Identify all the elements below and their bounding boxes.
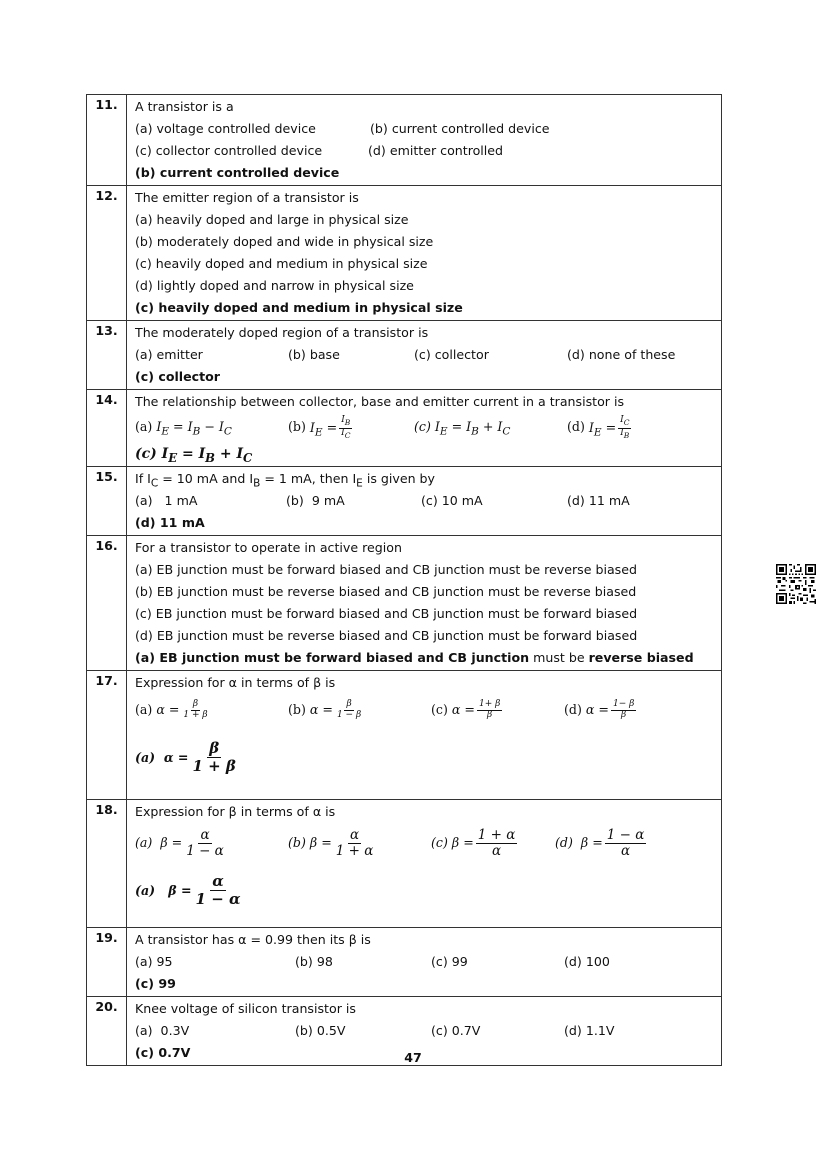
option-a: (a) $I_E = I_B - I_C$ bbox=[135, 418, 232, 438]
option: (c) collector bbox=[414, 347, 489, 362]
option: (d) lightly doped and narrow in physical size bbox=[135, 278, 414, 293]
answer: (a) β = $\frac{\alpha}{1 - \alpha}$ bbox=[135, 872, 241, 908]
question-row bbox=[87, 390, 722, 467]
option-b: (b) $I_E$ = $\frac{I_B}{I_C}$ bbox=[288, 415, 351, 440]
option-d: (d) β = $\frac{1 - \alpha}{\alpha}$ bbox=[555, 826, 645, 859]
answer: (b) current controlled device bbox=[135, 165, 340, 180]
option-b: (b) β = $\frac{\alpha}{1 + \alpha}$ bbox=[288, 826, 374, 859]
question-row bbox=[87, 186, 722, 321]
question-stem: The moderately doped region of a transistor is bbox=[135, 325, 429, 340]
option: (b) current controlled device bbox=[370, 121, 550, 136]
question-row bbox=[87, 671, 722, 800]
option: (b) 0.5V bbox=[295, 1023, 346, 1038]
option-d: (d) α = $\frac{1- \beta}{\beta}$ bbox=[564, 698, 635, 720]
option: (d) EB junction must be reverse biased and CB junction must be forward biased bbox=[135, 628, 638, 643]
option: (a) 95 bbox=[135, 954, 173, 969]
answer: (a) α = $\frac{\beta}{1 + \beta}$ bbox=[135, 739, 236, 775]
question-stem: Expression for β in terms of α is bbox=[135, 804, 336, 819]
option-c: (c) α = $\frac{1+ \beta}{\beta}$ bbox=[431, 698, 501, 720]
option: (a) EB junction must be forward biased and CB junction must be reverse biased bbox=[135, 562, 637, 577]
question-row bbox=[87, 95, 722, 186]
option-c: (c) β = $\frac{1 + \alpha}{\alpha}$ bbox=[431, 826, 516, 859]
question-number: 13. bbox=[87, 321, 127, 390]
question-number: 11. bbox=[87, 95, 127, 186]
option: (a) heavily doped and large in physical size bbox=[135, 212, 409, 227]
question-number: 12. bbox=[87, 186, 127, 321]
question-row bbox=[87, 467, 722, 536]
answer: (c) collector bbox=[135, 369, 221, 384]
question-stem: Expression for α in terms of β is bbox=[135, 675, 336, 690]
option: (a) emitter bbox=[135, 347, 203, 362]
question-number: 14. bbox=[87, 390, 127, 467]
option: (d) 11 mA bbox=[567, 493, 630, 508]
option: (d) none of these bbox=[567, 347, 676, 362]
question-number: 20. bbox=[87, 997, 127, 1066]
question-table bbox=[86, 94, 722, 1066]
option: (b) EB junction must be reverse biased and CB junction must be reverse biased bbox=[135, 584, 637, 599]
question-number: 17. bbox=[87, 671, 127, 800]
option: (b) 98 bbox=[295, 954, 333, 969]
question-stem: A transistor is a bbox=[135, 99, 234, 114]
answer: (a) EB junction must be forward biased and CB junction must be reverse biased bbox=[135, 650, 694, 665]
page-number: 47 bbox=[404, 1050, 422, 1065]
option: (a) 1 mA bbox=[135, 493, 198, 508]
option: (c) 0.7V bbox=[431, 1023, 481, 1038]
option: (c) heavily doped and medium in physical size bbox=[135, 256, 428, 271]
question-number: 16. bbox=[87, 536, 127, 671]
answer: (d) 11 mA bbox=[135, 515, 205, 530]
option-a: (a) α = $\frac{\beta}{1 + \beta}$ bbox=[135, 698, 208, 720]
option-c: (c) $I_E = I_B + I_C$ bbox=[414, 418, 511, 438]
question-stem: If $I_C = 10$ mA and $I_B = 1$ mA, then $I_E$ is given by bbox=[135, 471, 436, 490]
question-number: 18. bbox=[87, 800, 127, 928]
option: (c) 99 bbox=[431, 954, 468, 969]
question-number: 15. bbox=[87, 467, 127, 536]
option-d: (d) $I_E$ = $\frac{I_C}{I_B}$ bbox=[567, 415, 630, 440]
option: (b) 9 mA bbox=[286, 493, 345, 508]
answer: (c) 99 bbox=[135, 976, 176, 991]
question-row bbox=[87, 321, 722, 390]
question-stem: A transistor has α = 0.99 then its β is bbox=[135, 932, 371, 947]
option: (b) moderately doped and wide in physical size bbox=[135, 234, 434, 249]
option: (a) voltage controlled device bbox=[135, 121, 316, 136]
option: (d) emitter controlled bbox=[368, 143, 504, 158]
question-stem: The relationship between collector, base and emitter current in a transistor is bbox=[135, 394, 625, 409]
option: (c) 10 mA bbox=[421, 493, 483, 508]
option-b: (b) α = $\frac{\beta}{1 - \beta}$ bbox=[288, 698, 362, 720]
question-stem: The emitter region of a transistor is bbox=[135, 190, 359, 205]
question-number: 19. bbox=[87, 928, 127, 997]
question-row bbox=[87, 800, 722, 928]
option: (c) EB junction must be forward biased and CB junction must be forward biased bbox=[135, 606, 638, 621]
qr-code-icon bbox=[776, 564, 816, 604]
answer: (c) $I_E = I_B + I_C$ bbox=[135, 446, 253, 465]
answer: (c) heavily doped and medium in physical size bbox=[135, 300, 463, 315]
option: (d) 1.1V bbox=[564, 1023, 615, 1038]
option: (b) base bbox=[288, 347, 340, 362]
question-stem: Knee voltage of silicon transistor is bbox=[135, 1001, 356, 1016]
answer: (c) 0.7V bbox=[135, 1045, 191, 1060]
question-stem: For a transistor to operate in active region bbox=[135, 540, 402, 555]
option: (d) 100 bbox=[564, 954, 610, 969]
question-row bbox=[87, 928, 722, 997]
option: (a) 0.3V bbox=[135, 1023, 190, 1038]
question-row bbox=[87, 536, 722, 671]
option-a: (a) β = $\frac{\alpha}{1 - \alpha}$ bbox=[135, 826, 224, 859]
option: (c) collector controlled device bbox=[135, 143, 323, 158]
